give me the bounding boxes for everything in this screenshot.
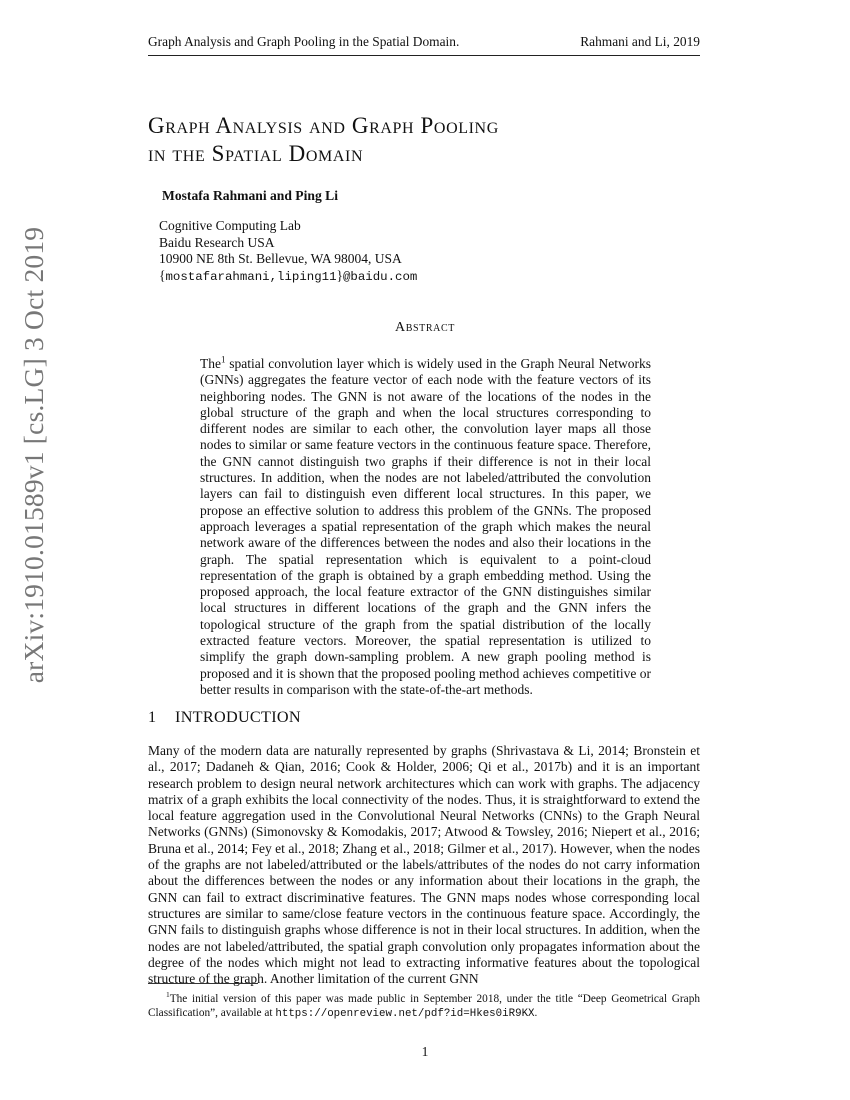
section-number: 1 <box>148 708 157 726</box>
section-title: INTRODUCTION <box>175 708 301 726</box>
running-header-title: Graph Analysis and Graph Pooling in the Spatial Domain. <box>148 34 460 49</box>
footnote-end: . <box>534 1006 538 1019</box>
paper-title-line-1: Graph Analysis and Graph Pooling <box>148 113 499 138</box>
affiliation-block <box>159 218 417 285</box>
abstract-body-text: spatial convolution layer which is widely used in the Graph Neural Networks (GNNs) aggregates the feature vector of each node with the feature vectors of its neighboring nodes. The GNN is not aware of the locations of the nodes in the global structure of the graph and when the local structures corresponding to different nodes are similar to each other, the convolution layer maps all those nodes to similar or same feature vectors in the continuous feature space. Therefore, the GNN cannot distinguish two graphs if their difference is not in their local structures. In addition, when the nodes are not labeled/attributed the convolution layers can fail to distinguish even different local structures. In this paper, we propose an effective solution to address this problem of the GNNs. The proposed approach leverages a spatial representation of the graph which makes the neural network aware of the differences between the nodes and also their locations in the graph. The spatial representation which is equivalent to a point-cloud representation of the graph is obtained by a graph embedding method. Using the proposed approach, the local feature extractor of the GNN distinguishes similar local structures in different locations of the graph and the GNN infers the topological structure of the graph from the spatial distribution of the locally extracted feature vectors. Moreover, the spatial representation is utilized to simplify the graph down-sampling problem. A new graph pooling method is proposed and it is shown that the proposed pooling method achieves competitive or better results in comparison with the state-of-the-art methods. <box>200 356 651 697</box>
affiliation-org: Baidu Research USA <box>159 234 275 250</box>
paper-title <box>148 112 708 168</box>
paper-title-line-2: in the Spatial Domain <box>148 141 364 166</box>
arxiv-identifier-stamp: arXiv:1910.01589v1 [cs.LG] 3 Oct 2019 <box>18 226 49 684</box>
abstract-heading: Abstract <box>395 320 455 335</box>
affiliation-lab: Cognitive Computing Lab <box>159 218 301 233</box>
running-header-authors: Rahmani and Li, 2019 <box>580 34 700 49</box>
footnote <box>148 988 700 1021</box>
footnote-text: The initial version of this paper was made public in September 2018, under the title “Deep Geometrical Graph Classification”, available at <box>148 992 700 1019</box>
abstract-text <box>200 356 651 698</box>
abstract-lead-word: The <box>200 356 221 371</box>
email-close-brace: } <box>336 267 343 283</box>
header-rule <box>148 55 700 56</box>
author-names: Mostafa Rahmani and Ping Li <box>162 188 338 203</box>
author-emails <box>159 268 417 286</box>
footnote-rule <box>148 983 258 984</box>
email-domain: @baidu.com <box>343 269 418 284</box>
page-number: 1 <box>421 1044 429 1059</box>
abstract-footnote-mark: 1 <box>221 354 226 365</box>
affiliation-address: 10900 NE 8th St. Bellevue, WA 98004, USA <box>159 251 402 267</box>
footnote-mark: 1 <box>166 990 170 999</box>
footnote-url-link[interactable]: https://openreview.net/pdf?id=Hkes0iR9KX <box>275 1007 535 1020</box>
email-users: mostafarahmani,liping11 <box>165 269 337 284</box>
email-open-brace: { <box>159 267 166 283</box>
section-heading-introduction <box>148 708 301 727</box>
introduction-paragraph: Many of the modern data are naturally represented by graphs (Shrivastava & Li, 2014; Bronstein et al., 2017; Dadaneh & Qian, 2016; Cook & Holder, 2006; Qi et al., 2017b) and it is an important research problem to design neural network architectures which can work with graphs. The adjacency matrix of a graph exhibits the local connectivity of the nodes. Thus, it is straightforward to extend the local feature aggregation used in the Convolutional Neural Networks (CNNs) to the Graph Neural Networks (GNNs) (Simonovsky & Komodakis, 2017; Atwood & Towsley, 2016; Niepert et al., 2016; Bruna et al., 2014; Fey et al., 2018; Zhang et al., 2018; Gilmer et al., 2017). However, when the nodes of the graphs are not labeled/attributed or the labels/attributes of the nodes do not carry information about the differences between the nodes or any information about their locations in the graph, the GNN can fail to extract discriminative features. The GNN maps nodes whose corresponding local structures are similar to same/close feature vectors in the continuous feature space. Accordingly, the GNN fails to distinguish graphs whose difference is not in their local structures. In addition, when the nodes are not labeled/attributed, the spatial graph convolution only propagates information about the degree of the nodes which might not lead to extracting informative features about the topological structure of the graph. Another limitation of the current GNN <box>148 743 700 987</box>
